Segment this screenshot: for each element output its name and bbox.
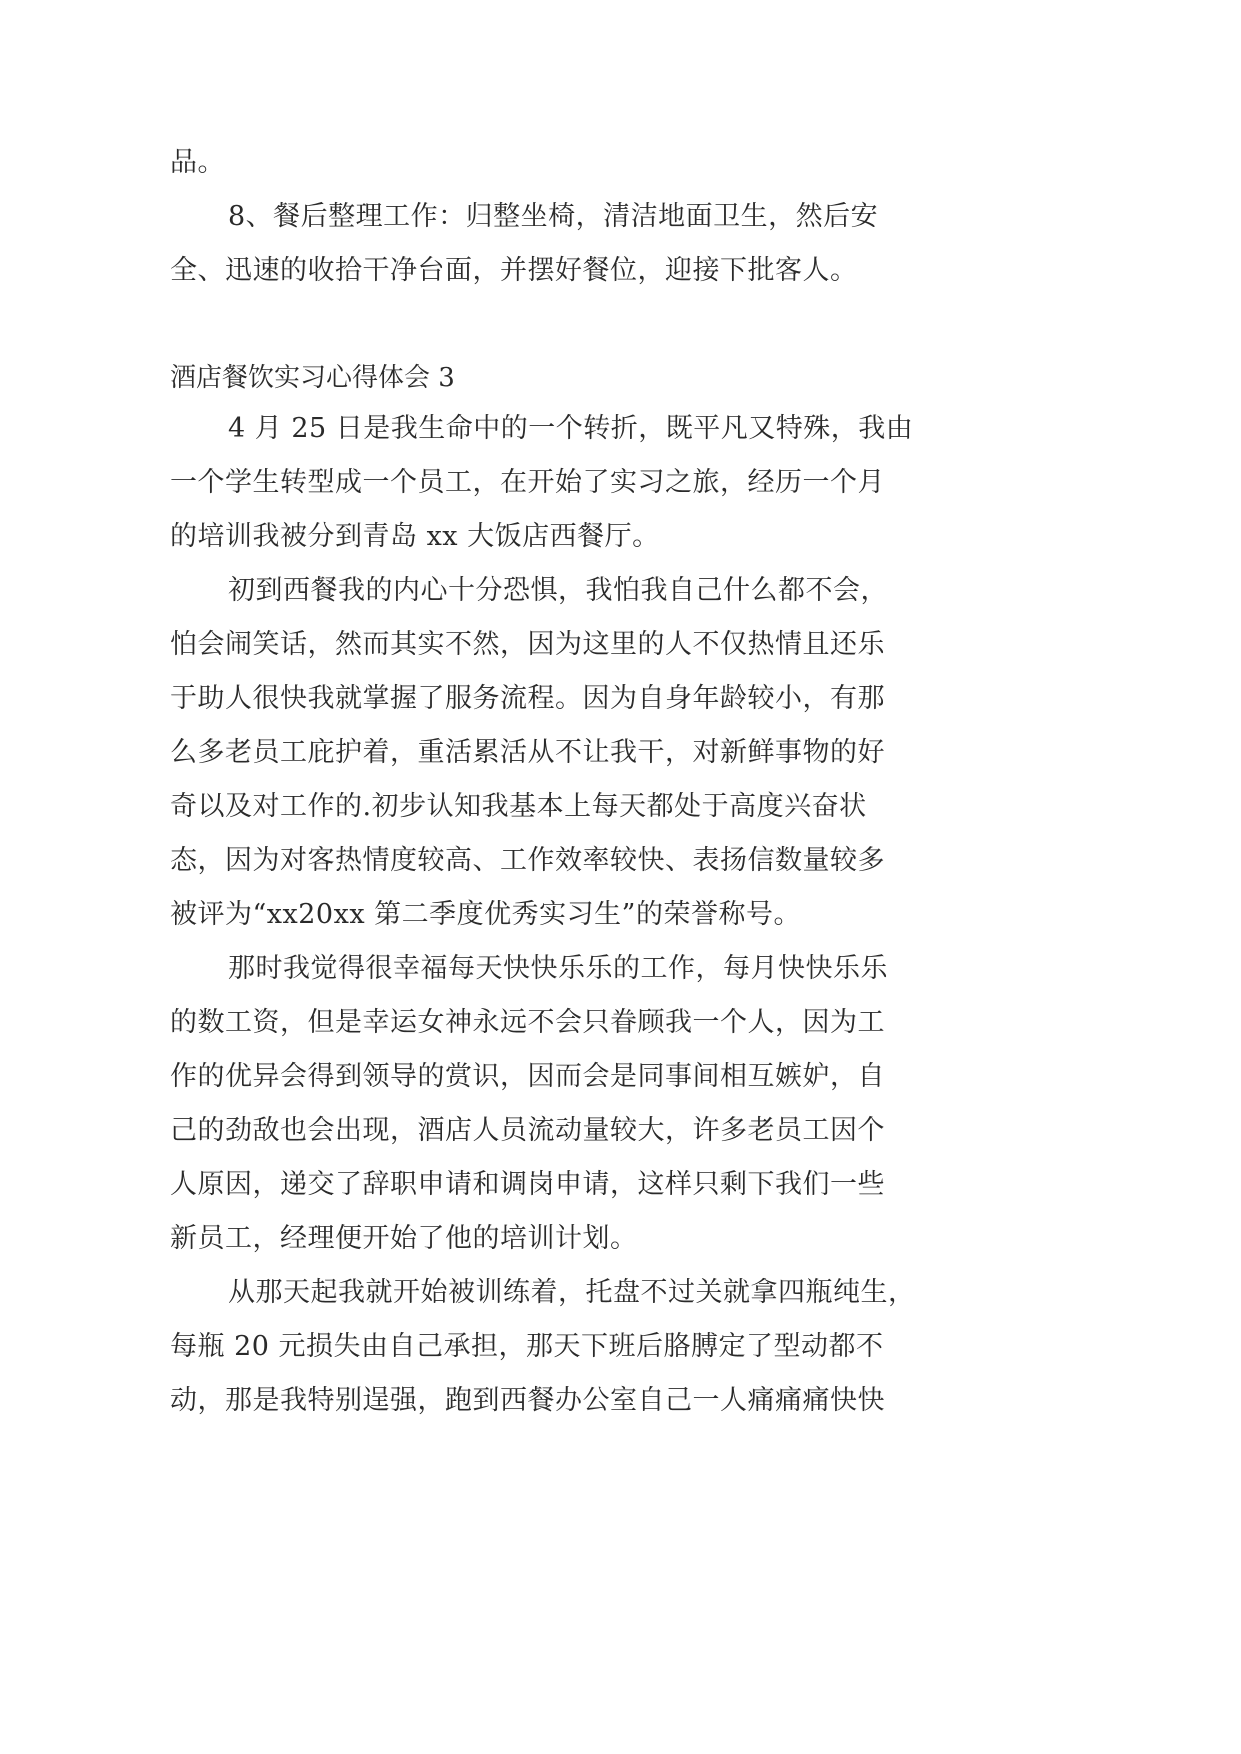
paragraph-line: 态，因为对客热情度较高、工作效率较快、表扬信数量较多 [170, 845, 885, 876]
section-heading: 酒店餐饮实习心得体会 3 [170, 363, 455, 393]
paragraph-line: 每瓶 20 元损失由自己承担，那天下班后胳膊定了型动都不 [170, 1331, 884, 1362]
paragraph-line: 怕会闹笑话，然而其实不然，因为这里的人不仅热情且还乐 [170, 629, 885, 660]
paragraph-line: 奇以及对工作的.初步认知我基本上每天都处于高度兴奋状 [170, 791, 867, 822]
paragraph-line: 的数工资，但是幸运女神永远不会只眷顾我一个人，因为工 [170, 1007, 885, 1038]
paragraph-line: 作的优异会得到领导的赏识，因而会是同事间相互嫉妒，自 [170, 1061, 885, 1092]
paragraph-line: 被评为“xx20xx 第二季度优秀实习生”的荣誉称号。 [170, 899, 801, 930]
paragraph-line: 动，那是我特别逞强，跑到西餐办公室自己一人痛痛痛快快 [170, 1385, 885, 1416]
paragraph-line: 一个学生转型成一个员工，在开始了实习之旅，经历一个月 [170, 467, 885, 498]
paragraph-line: 从那天起我就开始被训练着，托盘不过关就拿四瓶纯生， [228, 1277, 916, 1308]
paragraph-line: 人原因，递交了辞职申请和调岗申请，这样只剩下我们一些 [170, 1169, 885, 1200]
paragraph-line: 己的劲敌也会出现，酒店人员流动量较大，许多老员工因个 [170, 1115, 885, 1146]
paragraph-line: 4 月 25 日是我生命中的一个转折，既平凡又特殊，我由 [228, 413, 914, 444]
text-line: 品。 [170, 147, 225, 178]
text-line: 全、迅速的收拾干净台面，并摆好餐位，迎接下批客人。 [170, 255, 858, 286]
paragraph-line: 那时我觉得很幸福每天快快乐乐的工作，每月快快乐乐 [228, 953, 888, 984]
paragraph-line: 初到西餐我的内心十分恐惧，我怕我自己什么都不会， [228, 575, 888, 606]
list-item-8: 8、餐后整理工作：归整坐椅，清洁地面卫生，然后安 [228, 201, 879, 232]
paragraph-line: 于助人很快我就掌握了服务流程。因为自身年龄较小，有那 [170, 683, 885, 714]
paragraph-line: 新员工，经理便开始了他的培训计划。 [170, 1223, 638, 1254]
paragraph-line: 么多老员工庇护着，重活累活从不让我干，对新鲜事物的好 [170, 737, 885, 768]
paragraph-line: 的培训我被分到青岛 xx 大饭店西餐厅。 [170, 521, 660, 552]
